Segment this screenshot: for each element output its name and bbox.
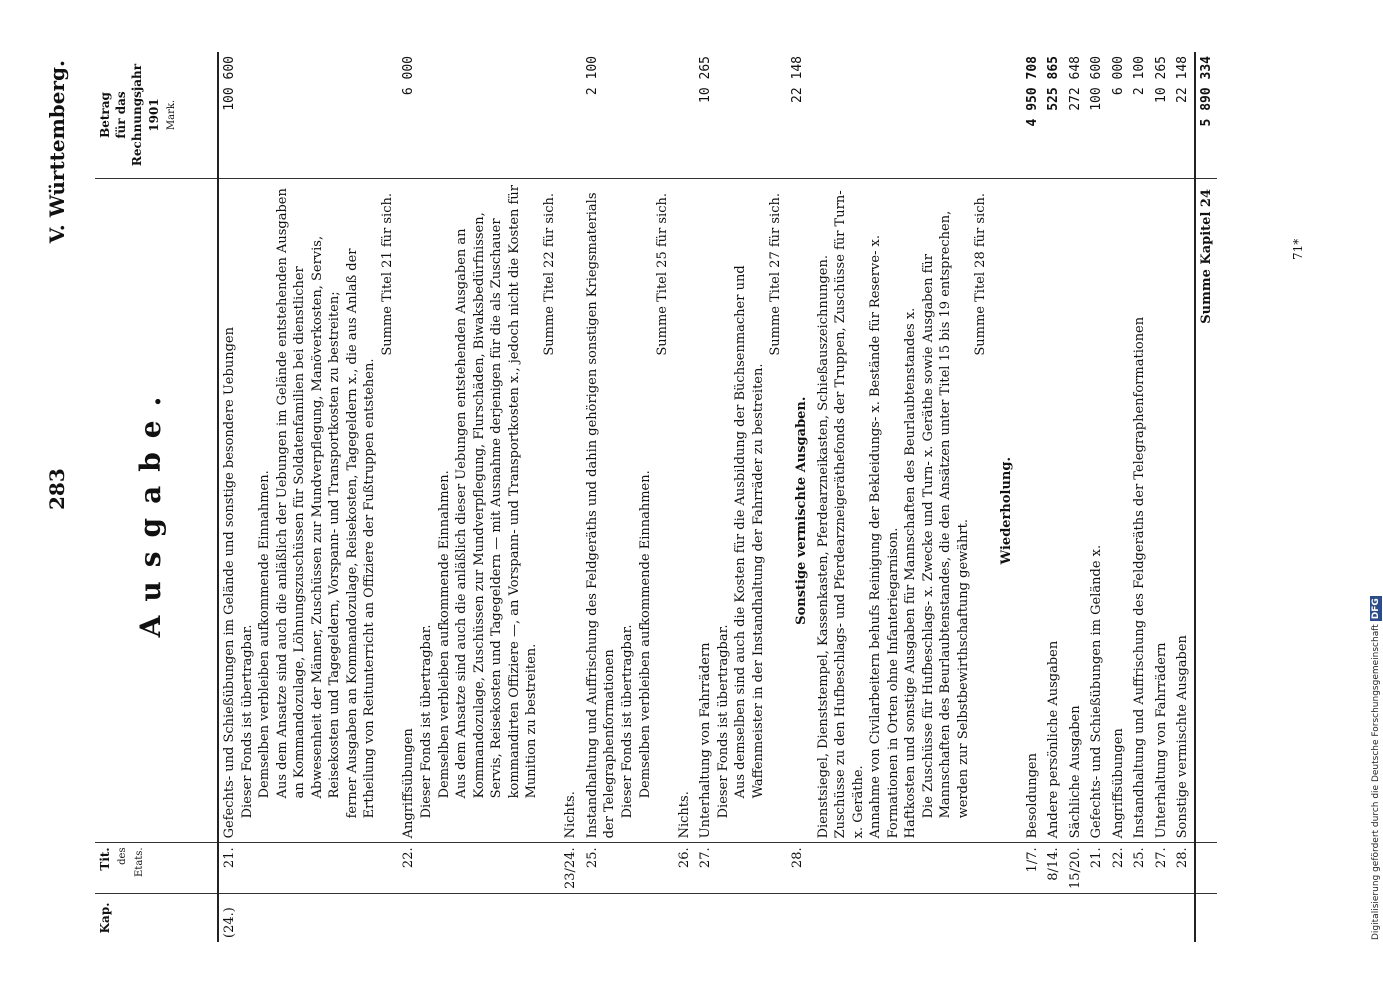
recap-title: Wiederholung.: [998, 457, 1014, 565]
amount: 2 100: [584, 56, 600, 96]
amount: 525 865: [1046, 56, 1062, 111]
entry-sum: Summe Titel 21 für sich.: [379, 193, 395, 356]
entry-text: Haftkosten und sonstige Ausgaben für Mannschaften des Beurlaubtenstandes x.: [903, 307, 919, 839]
entry-note: Dieser Fonds ist übertragbar.: [620, 624, 636, 819]
footnote: 71*: [1291, 238, 1305, 260]
amount: 22 148: [1175, 56, 1191, 103]
row-titel-25: 25. Instandhaltung und Auffrischung des Feldgeräths und dahin gehörigen sonstigen Kriegsmaterials der Telegraphenformationen Dieser Fonds ist übertragbar. Demselben verbleiben aufkommende Einnahmen. Summe Titel 25 für sich. 2 100: [582, 52, 674, 942]
amount: 6 000: [1110, 56, 1126, 96]
amount: 10 265: [1153, 56, 1169, 103]
entry-note: Aus dem Ansatze sind auch die anläßlich dieser Uebungen entstehenden Ausgaben an Kommandozulage, Zuschüssen zur Mundverpflegung, Flurschäden, Biwaksbedürfnissen, Servis, Reisekosten und Tagegeldern — mit Ausnahme derjenigen für die als Zuschauer kommandirten Offiziere —, an Vorspann- und Transportkosten x., jedoch nicht die Kosten für Munition zu bestreiten.: [454, 185, 540, 799]
recap-row: 28. Sonstige vermischte Ausgaben 22 148: [1172, 52, 1195, 942]
recap-row: 1/7. Besoldungen 4 950 708: [1022, 52, 1044, 942]
amount: 100 600: [1089, 56, 1105, 111]
entry-note: Dieser Fonds ist übertragbar.: [419, 624, 435, 819]
col-kap: Kap.: [95, 894, 218, 943]
entry-sum: Summe Titel 22 für sich.: [541, 193, 557, 356]
row-titel-28: 28. Sonstige vermischte Ausgaben. Dienstsiegel, Dienststempel, Kassenkasten, Pferdearzneikasten, Schießauszeichnungen. Zuschüsse zu den Hufbeschlags- und Pferdearzneigeräthefonds der Truppen, Zuschüsse für Turn- x. Geräthe. Annahme von Civilarbeitern behufs Reinigung der Bekleidungs- x. Bestände für Reserve- x. Formationen in Orten ohne Infanteriegarnison. Haftkosten und sonstige Ausgaben für Mannschaften des Beurlaubtenstandes x. Die Zuschüsse für Hufbeschlags- x. Zwecke und Turn- x. Geräthe sowie Ausgaben für Mannschaften des Beurlaubtenstandes, die den Ansätzen unter Titel 15 bis 19 entsprechen, werden zur Selbstbewirthschaftung gewährt. Summe Titel 28 für sich. 22 148: [787, 52, 992, 942]
amount: 100 600: [222, 56, 237, 111]
amount: 10 265: [698, 56, 714, 103]
entry-text: Instandhaltung und Auffrischung des Feldgeräths und dahin gehörigen sonstigen Kriegsmaterials der Telegraphenformationen: [584, 192, 618, 839]
budget-table: [95, 52, 1217, 942]
row-titel-27: 27. Unterhaltung von Fahrrädern Dieser Fonds ist übertragbar. Aus demselben sind auch die Kosten für die Ausbildung der Büchsenmacher und Waffenmeister in der Instandhaltung der Fahrräder zu bestreiten. Summe Titel 27 für sich. 10 265: [695, 52, 787, 942]
total-label: Summe Kapitel 24: [1195, 179, 1218, 843]
heading-ausgabe: Ausgabe.: [134, 382, 167, 638]
digitization-credit: Digitalisierung gefördert durch die Deutsche ForschungsgemeinschaftDFG: [1371, 598, 1381, 940]
col-tit: Tit. des Etats.: [95, 843, 218, 894]
section-title: V. Württemberg.: [45, 60, 69, 244]
recap-row: 8/14. Andere persönliche Ausgaben 525 865: [1043, 52, 1065, 942]
subheading: Sonstige vermischte Ausgaben.: [793, 396, 809, 625]
dfg-logo: DFG: [1371, 598, 1381, 620]
total-amount: 5 890 334: [1195, 52, 1218, 179]
entry-note: Dieser Fonds ist übertragbar.: [239, 624, 255, 819]
entry-note: ferner Ausgaben an Kommandozulage, Reisekosten, Tagegeldern x., die aus Anlaß der Ertheilung von Reitunterricht an Offiziere der Fußtruppen entstehen.: [344, 248, 378, 819]
recap-row: 15/20. Sächliche Ausgaben 272 648: [1065, 52, 1087, 942]
row-titel-21: (24.) 21. Gefechts- und Schießübungen im Gelände und sonstige besondere Uebungen Dieser Fonds ist übertragbar. Demselben verbleiben aufkommende Einnahmen. Aus dem Ansatze sind auch die anläßlich der Uebungen im Gelände entstehenden Ausgaben an Kommandozulage, Löhnungszuschüssen für Soldatenfamilien bei dienstlicher Abwesenheit der Männer, Zuschüssen zur Mundverpflegung, Manöverkosten, Servis, Reisekosten und Tagegeldern, Vorspann- und Transportkosten zu bestreiten; ferner Ausgaben an Kommandozulage, Reisekosten, Tagegeldern x., die aus Anlaß der Ertheilung von Reitunterricht an Offiziere der Fußtruppen entstehen. Summe Titel 21 für sich. 100 600: [218, 52, 398, 942]
amount: 2 100: [1132, 56, 1148, 96]
entry-sum: Summe Titel 25 für sich.: [655, 193, 671, 356]
recap-heading-row: [992, 52, 1022, 942]
recap-row: 21. Gefechts- und Schießübungen im Gelände x. 100 600: [1086, 52, 1108, 942]
amount: 22 148: [789, 56, 805, 103]
amount: 6 000: [401, 56, 417, 96]
col-text: [95, 179, 218, 843]
entry-note: Aus dem Ansatze sind auch die anläßlich der Uebungen im Gelände entstehenden Ausgaben an Kommandozulage, Löhnungszuschüssen für Soldatenfamilien bei dienstlicher Abwesenheit der Männer, Zuschüssen zur Mundverpflegung, Manöverkosten, Servis, Reisekosten und Tagegeldern, Vorspann- und Transportkosten zu bestreiten;: [274, 188, 343, 799]
col-des-etats: des Etats.: [117, 847, 145, 877]
entry-sum: Summe Titel 28 für sich.: [973, 193, 989, 356]
entry-note: Demselben verbleiben aufkommende Einnahmen.: [637, 470, 653, 799]
row-titel-26: 26. Nichts.: [674, 52, 696, 942]
entry-text: Gefechts- und Schießübungen im Gelände und sonstige besondere Uebungen: [222, 327, 237, 839]
entry-note: Die Zuschüsse für Hufbeschlags- x. Zwecke und Turn- x. Geräthe sowie Ausgaben für Mannschaften des Beurlaubtenstandes, die den Ansätzen unter Titel 15 bis 19 entsprechen, werden zur Selbstbewirthschaftung gewährt.: [920, 210, 971, 819]
entry-text: Unterhaltung von Fahrrädern: [698, 642, 714, 839]
total-row: [1195, 52, 1218, 942]
entry-text: Dienstsiegel, Dienststempel, Kassenkasten, Pferdearzneikasten, Schießauszeichnungen.: [815, 255, 831, 839]
row-titel-23-24: 23/24. Nichts.: [560, 52, 582, 942]
entry-note: Aus demselben sind auch die Kosten für die Ausbildung der Büchsenmacher und Waffenmeister in der Instandhaltung der Fahrräder zu bestreiten.: [733, 265, 766, 799]
entry-sum: Summe Titel 27 für sich.: [768, 193, 784, 356]
entry-note: Dieser Fonds ist übertragbar.: [715, 624, 731, 819]
entry-text: Zuschüsse zu den Hufbeschlags- und Pferdearzneigeräthefonds der Truppen, Zuschüsse für Turn- x. Geräthe.: [833, 190, 866, 839]
entry-text: Annahme von Civilarbeitern behufs Reinigung der Bekleidungs- x. Bestände für Reserve- x. Formationen in Orten ohne Infanteriegarnison.: [868, 234, 901, 839]
recap-row: 22. Angriffsübungen 6 000: [1108, 52, 1130, 942]
amount: 4 950 708: [1024, 56, 1040, 127]
page-header: [44, 60, 84, 940]
row-titel-22: 22. Angriffsübungen Dieser Fonds ist übertragbar. Demselben verbleiben aufkommende Einnahmen. Aus dem Ansatze sind auch die anläßlich dieser Uebungen entstehenden Ausgaben an Kommandozulage, Zuschüssen zur Mundverpflegung, Flurschäden, Biwaksbedürfnissen, Servis, Reisekosten und Tagegeldern — mit Ausnahme derjenigen für die als Zuschauer kommandirten Offiziere —, an Vorspann- und Transportkosten x., jedoch nicht die Kosten für Munition zu bestreiten. Summe Titel 22 für sich. 6 000: [398, 52, 560, 942]
entry-text: Angriffsübungen: [401, 728, 417, 839]
entry-note: Demselben verbleiben aufkommende Einnahmen.: [436, 470, 452, 799]
recap-row: 25. Instandhaltung und Auffrischung des Feldgeräths der Telegraphenformationen 2 100: [1129, 52, 1151, 942]
recap-row: 27. Unterhaltung von Fahrrädern 10 265: [1151, 52, 1173, 942]
amount: 272 648: [1067, 56, 1083, 111]
col-betrag: Betrag für das Rechnungsjahr 1901 Mark.: [95, 52, 218, 179]
page-number: 283: [45, 468, 69, 510]
entry-note: Demselben verbleiben aufkommende Einnahmen.: [257, 470, 273, 799]
